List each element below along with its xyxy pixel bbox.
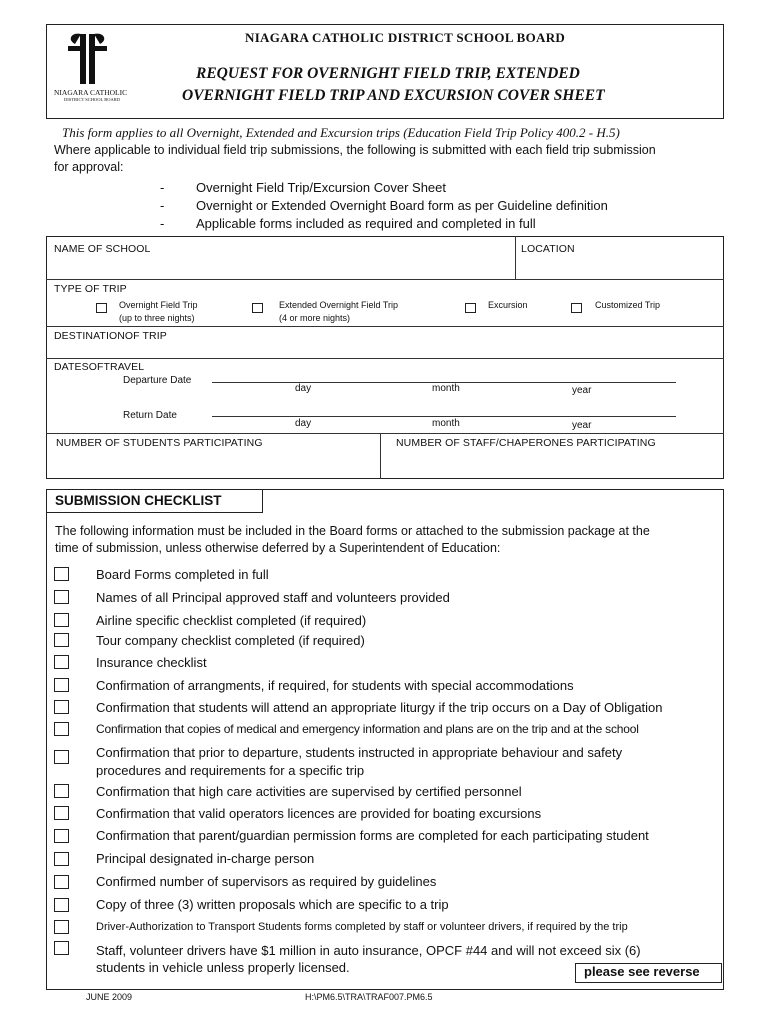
num-students-field[interactable]: NUMBER OF STUDENTS PARTICIPATING <box>56 437 263 449</box>
checklist-item: Insurance checklist <box>96 655 207 670</box>
type-of-trip-label: TYPE OF TRIP <box>54 283 127 295</box>
excursion-label: Excursion <box>488 300 528 310</box>
checklist-checkbox[interactable] <box>54 806 69 820</box>
bullet-item: Overnight Field Trip/Excursion Cover Sheet <box>196 180 446 195</box>
footer-path: H:\PM6.5\TRA\TRAF007.PM6.5 <box>305 992 433 1002</box>
cross-logo-icon <box>56 30 126 88</box>
overnight-trip-sub: (up to three nights) <box>119 313 195 323</box>
policy-note: This form applies to all Overnight, Extended and Excursion trips (Education Field Trip Policy 400.2 - H.5) <box>62 125 620 140</box>
departure-year: year <box>572 385 592 396</box>
checklist-item: Staff, volunteer drivers have $1 million in auto insurance, OPCF #44 and will not exceed six (6) <box>96 943 641 958</box>
checklist-item: Airline specific checklist completed (if required) <box>96 613 367 628</box>
checklist-item: Confirmed number of supervisors as required by guidelines <box>96 874 437 889</box>
checklist-checkbox[interactable] <box>54 852 69 866</box>
checklist-intro-1: The following information must be included in the Board forms or attached to the submission package at the <box>55 524 650 538</box>
checklist-checkbox[interactable] <box>54 678 69 692</box>
checklist-item: Board Forms completed in full <box>96 567 269 582</box>
checklist-item: Copy of three (3) written proposals which are specific to a trip <box>96 897 449 912</box>
checklist-item: Confirmation of arrangments, if required, for students with special accommodations <box>96 678 574 693</box>
checklist-item-continued: students in vehicle unless properly licensed. <box>96 960 350 975</box>
checklist-checkbox[interactable] <box>54 898 69 912</box>
checklist-item-continued: procedures and requirements for a specific trip <box>96 763 365 778</box>
name-of-school-field[interactable]: NAME OF SCHOOL <box>54 243 151 255</box>
extended-trip-sub: (4 or more nights) <box>279 313 351 323</box>
checklist-checkbox[interactable] <box>54 700 69 714</box>
checklist-checkbox[interactable] <box>54 920 69 934</box>
checklist-checkbox[interactable] <box>54 875 69 889</box>
return-year: year <box>572 420 592 431</box>
return-date-line[interactable] <box>212 416 676 417</box>
logo-subtext: DISTRICT SCHOOL BOARD <box>64 97 121 102</box>
checklist-checkbox[interactable] <box>54 655 69 669</box>
customized-trip-checkbox[interactable] <box>571 303 582 313</box>
org-name: NIAGARA CATHOLIC DISTRICT SCHOOL BOARD <box>245 30 566 45</box>
location-field[interactable]: LOCATION <box>521 243 575 255</box>
bullet-dash: - <box>160 198 165 213</box>
checklist-item: Confirmation that valid operators licences are provided for boating excursions <box>96 806 542 821</box>
checklist-intro-2: time of submission, unless otherwise deferred by a Superintendent of Education: <box>55 541 501 555</box>
return-month: month <box>432 418 460 429</box>
checklist-checkbox[interactable] <box>54 633 69 647</box>
checklist-title: SUBMISSION CHECKLIST <box>55 493 222 508</box>
checklist-item: Confirmation that prior to departure, students instructed in appropriate behaviour and safety <box>96 745 623 760</box>
destination-field[interactable]: DESTINATIONOF TRIP <box>54 330 167 342</box>
checklist-item: Confirmation that parent/guardian permission forms are completed for each participating student <box>96 828 649 843</box>
logo <box>56 30 126 105</box>
checklist-checkbox[interactable] <box>54 590 69 604</box>
return-date-label: Return Date <box>123 410 177 421</box>
checklist-checkbox[interactable] <box>54 784 69 798</box>
checklist-checkbox[interactable] <box>54 567 69 581</box>
checklist-item: Confirmation that copies of medical and emergency information and plans are on the trip and at the school <box>96 722 639 736</box>
checklist-checkbox[interactable] <box>54 722 69 736</box>
checklist-checkbox[interactable] <box>54 750 69 764</box>
extended-trip-label: Extended Overnight Field Trip <box>279 300 399 310</box>
checklist-item: Confirmation that students will attend an appropriate liturgy if the trip occurs on a Day of Obligation <box>96 700 663 715</box>
checklist-box <box>46 489 724 990</box>
extended-trip-checkbox[interactable] <box>252 303 263 313</box>
checklist-checkbox[interactable] <box>54 613 69 627</box>
bullet-dash: - <box>160 216 165 231</box>
please-see-reverse: please see reverse <box>584 964 700 979</box>
overnight-trip-checkbox[interactable] <box>96 303 107 313</box>
excursion-checkbox[interactable] <box>465 303 476 313</box>
checklist-item: Driver-Authorization to Transport Students forms completed by staff or volunteer drivers, if required by the trip <box>96 921 628 933</box>
checklist-checkbox[interactable] <box>54 829 69 843</box>
footer-date: JUNE 2009 <box>86 992 133 1002</box>
checklist-item: Principal designated in-charge person <box>96 851 315 866</box>
departure-date-label: Departure Date <box>123 375 192 386</box>
checklist-item: Confirmation that high care activities are supervised by certified personnel <box>96 784 522 799</box>
num-staff-field[interactable]: NUMBER OF STAFF/CHAPERONES PARTICIPATING <box>396 437 656 449</box>
intro-line-1: Where applicable to individual field trip submissions, the following is submitted with each field trip submission <box>54 143 656 157</box>
departure-month: month <box>432 383 460 394</box>
intro-line-2: for approval: <box>54 160 124 174</box>
bullet-item: Applicable forms included as required and completed in full <box>196 216 536 231</box>
checklist-item: Names of all Principal approved staff and volunteers provided <box>96 590 450 605</box>
departure-day: day <box>295 383 312 394</box>
overnight-trip-label: Overnight Field Trip <box>119 300 198 310</box>
bullet-item: Overnight or Extended Overnight Board form as per Guideline definition <box>196 198 608 213</box>
customized-trip-label: Customized Trip <box>595 300 661 310</box>
dates-of-travel-label: DATESOFTRAVEL <box>54 361 145 373</box>
logo-text: NIAGARA CATHOLIC <box>54 88 128 97</box>
return-day: day <box>295 418 312 429</box>
page-title-line2: OVERNIGHT FIELD TRIP AND EXCURSION COVER SHEET <box>182 87 605 104</box>
bullet-dash: - <box>160 180 165 195</box>
page-title-line1: REQUEST FOR OVERNIGHT FIELD TRIP, EXTENDED <box>196 65 580 82</box>
checklist-item: Tour company checklist completed (if required) <box>96 633 365 648</box>
checklist-checkbox[interactable] <box>54 941 69 955</box>
